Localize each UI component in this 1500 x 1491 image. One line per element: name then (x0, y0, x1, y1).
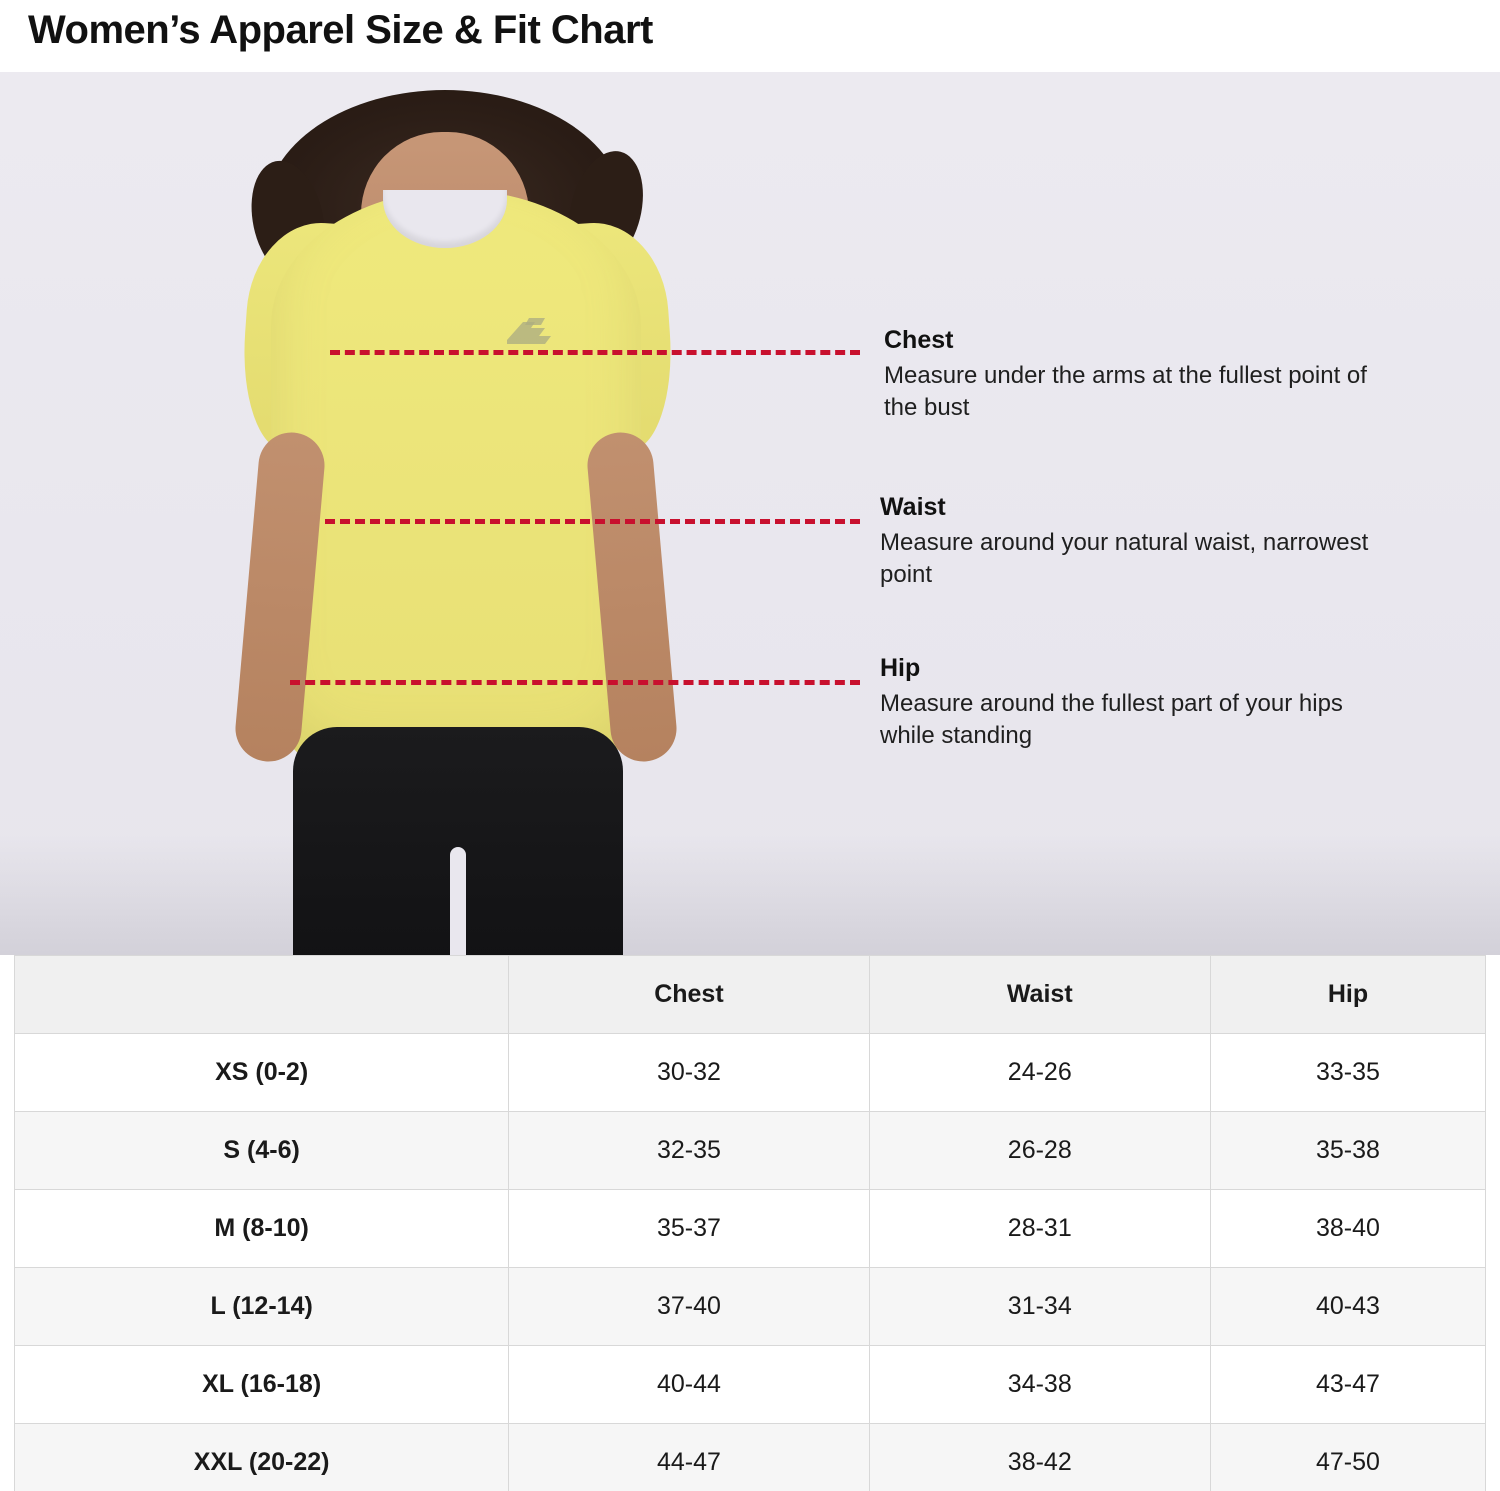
row-waist: 38-42 (869, 1424, 1210, 1491)
row-hip: 33-35 (1210, 1034, 1485, 1112)
row-size: XS (0-2) (15, 1034, 509, 1112)
row-hip: 35-38 (1210, 1112, 1485, 1190)
model-photo (0, 72, 1500, 955)
table-row (15, 1346, 1486, 1424)
table-row (15, 1034, 1486, 1112)
callout-chest-label: Chest (884, 326, 954, 354)
row-waist: 26-28 (869, 1112, 1210, 1190)
row-chest: 32-35 (509, 1112, 869, 1190)
row-chest: 37-40 (509, 1268, 869, 1346)
row-hip: 40-43 (1210, 1268, 1485, 1346)
row-size: XXL (20-22) (15, 1424, 509, 1491)
row-waist: 34-38 (869, 1346, 1210, 1424)
callout-waist (880, 494, 1380, 591)
row-size: S (4-6) (15, 1112, 509, 1190)
row-chest: 44-47 (509, 1424, 869, 1491)
row-chest: 40-44 (509, 1346, 869, 1424)
header-size (15, 956, 509, 1034)
callout-waist-label: Waist (880, 493, 946, 521)
size-table (14, 955, 1486, 1491)
row-waist: 31-34 (869, 1268, 1210, 1346)
callout-hip (880, 655, 1380, 752)
size-table-container (14, 955, 1486, 1491)
row-hip: 43-47 (1210, 1346, 1485, 1424)
black-leggings (293, 727, 623, 955)
row-chest: 30-32 (509, 1034, 869, 1112)
table-row (15, 1190, 1486, 1268)
waist-measure-line (325, 519, 860, 524)
row-size: L (12-14) (15, 1268, 509, 1346)
row-waist: 24-26 (869, 1034, 1210, 1112)
new-balance-logo-icon (505, 314, 569, 348)
row-chest: 35-37 (509, 1190, 869, 1268)
row-hip: 47-50 (1210, 1424, 1485, 1491)
callout-chest (884, 327, 1384, 424)
callout-hip-label: Hip (880, 654, 921, 682)
callout-hip-description: Measure around the fullest part of your hips while standing (880, 689, 1343, 749)
table-row (15, 1268, 1486, 1346)
row-size: XL (16-18) (15, 1346, 509, 1424)
table-header-row (15, 956, 1486, 1034)
chest-measure-line (330, 350, 860, 355)
size-table-body (15, 1034, 1486, 1491)
header-hip: Hip (1210, 956, 1485, 1034)
row-hip: 38-40 (1210, 1190, 1485, 1268)
callout-chest-description: Measure under the arms at the fullest point of the bust (884, 361, 1367, 421)
table-row (15, 1424, 1486, 1491)
callout-waist-description: Measure around your natural waist, narrowest point (880, 528, 1369, 588)
row-size: M (8-10) (15, 1190, 509, 1268)
hip-measure-line (290, 680, 860, 685)
model-figure (175, 72, 735, 955)
size-table-head (15, 956, 1486, 1034)
page-title: Women’s Apparel Size & Fit Chart (28, 8, 653, 52)
header-waist: Waist (869, 956, 1210, 1034)
header-chest: Chest (509, 956, 869, 1034)
table-row (15, 1112, 1486, 1190)
yellow-tshirt (271, 190, 641, 780)
row-waist: 28-31 (869, 1190, 1210, 1268)
